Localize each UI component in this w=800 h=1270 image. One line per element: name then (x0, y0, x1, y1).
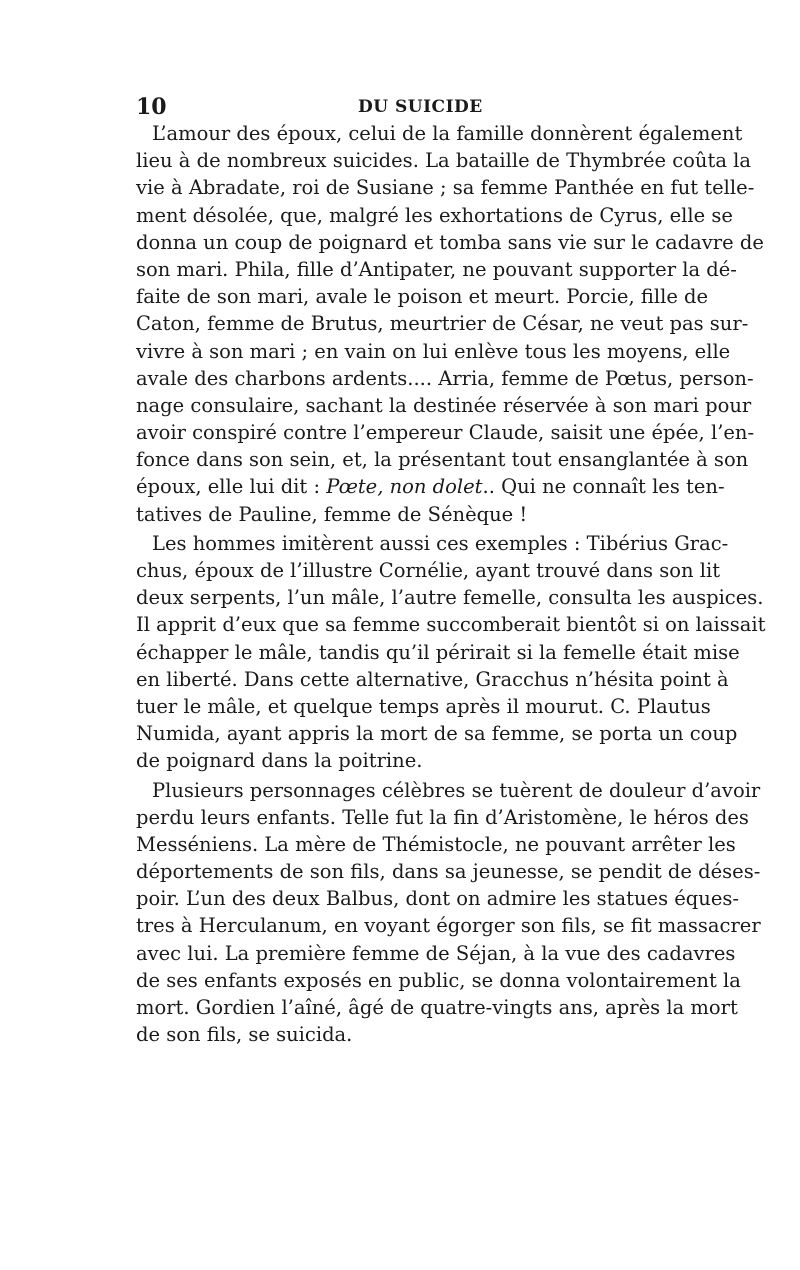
text-line: Messéniens. La mère de Thémistocle, ne pouvant arrêter les (136, 832, 736, 856)
text-line: de poignard dans la poitrine. (136, 749, 423, 773)
text-line: poir. L’un des deux Balbus, dont on admire les statues éques- (136, 887, 739, 911)
text-line: tres à Herculanum, en voyant égorger son fils, se fit massacrer (136, 914, 761, 938)
text-line: Numida, ayant appris la mort de sa femme, se porta un coup (136, 722, 738, 746)
text-line: Plusieurs personnages célèbres se tuèrent de douleur d’avoir (152, 778, 761, 802)
text-line: vivre à son mari ; en vain on lui enlève tous les moyens, elle (136, 339, 731, 363)
line-segment: .. Qui ne connaît les ten- (482, 475, 725, 499)
text-line: son mari. Phila, fille d’Antipater, ne pouvant supporter la dé- (136, 257, 737, 281)
text-line: déportements de son fils, dans sa jeunesse, se pendit de déses- (136, 860, 761, 884)
text-line: de son fils, se suicida. (136, 1023, 353, 1047)
text-line: en liberté. Dans cette alternative, Gracchus n’hésita point à (136, 667, 729, 691)
paragraph-2 (136, 530, 766, 775)
text-line: Les hommes imitèrent aussi ces exemples : Tibérius Grac- (152, 531, 729, 555)
text-line: lieu à de nombreux suicides. La bataille de Thymbrée coûta la (136, 149, 752, 173)
page-number: 10 (136, 94, 167, 120)
text-line: nage consulaire, sachant la destinée réservée à son mari pour (136, 393, 752, 417)
page-header (136, 92, 672, 122)
text-line: L’amour des époux, celui de la famille donnèrent également (152, 122, 743, 145)
paragraph-1 (136, 120, 764, 528)
text-line: Il apprit d’eux que sa femme succomberait bientôt si on laissait (136, 613, 766, 637)
text-line: avoir conspiré contre l’empereur Claude, saisit une épée, l’en- (136, 421, 755, 445)
text-line: fonce dans son sein, et, la présentant tout ensanglantée à son (136, 448, 749, 472)
line-segment: époux, elle lui dit : (136, 475, 327, 499)
text-line: échapper le mâle, tandis qu’il périrait si la femelle était mise (136, 640, 740, 664)
text-line: avale des charbons ardents.... Arria, femme de Pœtus, person- (136, 366, 754, 390)
text-line: perdu leurs enfants. Telle fut la fin d’Aristomène, le héros des (136, 805, 749, 829)
text-line: tatives de Pauline, femme de Sénèque ! (136, 502, 528, 526)
paragraph-3 (136, 777, 761, 1049)
text-line: faite de son mari, avale le poison et meurt. Porcie, fille de (136, 285, 709, 309)
latin-quote: Pœte, non dolet (326, 475, 483, 499)
text-line: mort. Gordien l’aîné, âgé de quatre-vingts ans, après la mort (136, 996, 738, 1019)
text-line-with-quote (136, 473, 725, 500)
text-line: chus, époux de l’illustre Cornélie, ayant trouvé dans son lit (136, 559, 721, 582)
text-line: tuer le mâle, et quelque temps après il mourut. C. Plautus (136, 694, 711, 718)
running-head: DU SUICIDE (358, 97, 483, 117)
text-line: ment désolée, que, malgré les exhortations de Cyrus, elle se (136, 203, 733, 227)
text-line: donna un coup de poignard et tomba sans vie sur le cadavre de (136, 230, 764, 254)
text-line: de ses enfants exposés en public, se donna volontairement la (136, 968, 741, 992)
text-line: deux serpents, l’un mâle, l’autre femelle, consulta les auspices. (136, 586, 764, 610)
text-line: vie à Abradate, roi de Susiane ; sa femme Panthée en fut telle- (136, 176, 755, 200)
text-line: avec lui. La première femme de Séjan, à la vue des cadavres (136, 941, 736, 965)
body-text (136, 120, 766, 1048)
text-line: Caton, femme de Brutus, meurtrier de César, ne veut pas sur- (136, 312, 749, 336)
